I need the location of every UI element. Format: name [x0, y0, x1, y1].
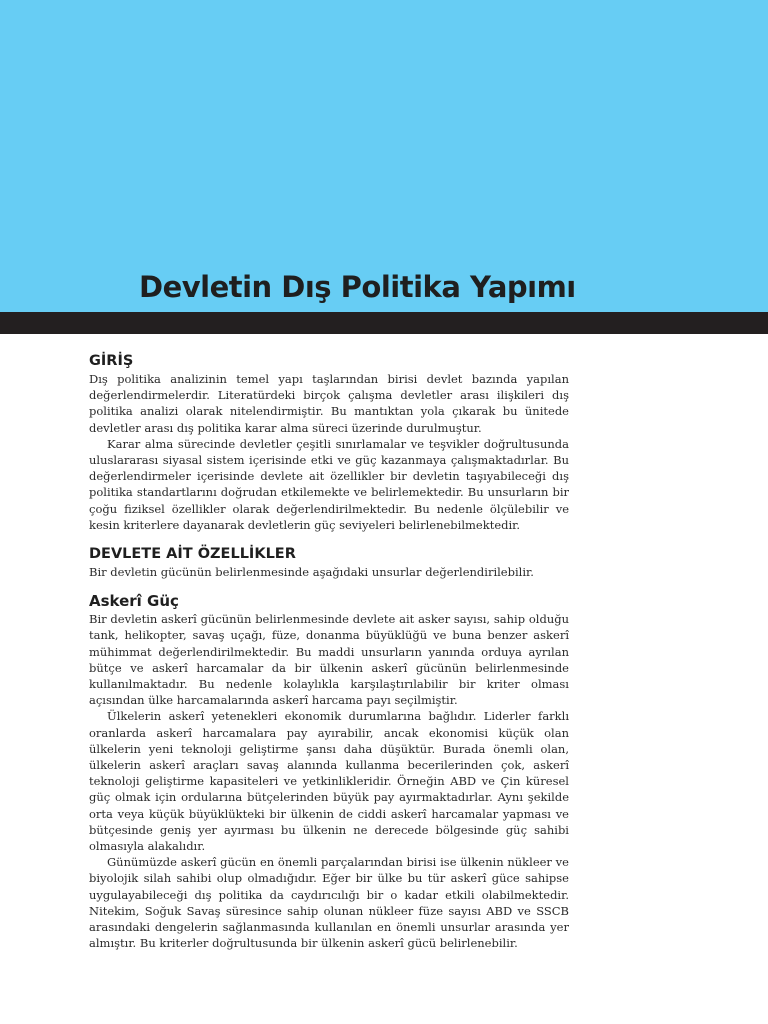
header-banner — [0, 0, 768, 312]
section-giris — [89, 352, 569, 533]
body-text — [89, 352, 569, 952]
section-heading: GİRİŞ — [89, 353, 134, 369]
paragraph: Ülkelerin askerî yetenekleri ekonomik durumlarına bağlıdır. Liderler farklı oranlarda askerî harcamalara pay ayırabilir, ancak ekonomisi küçük olan ülkelerin yeni teknoloji geliştirme şansı daha düşüktür. Burada önemli olan, ülkelerin askerî araçları savaş alanında kullanma becerilerinden çok, askerî teknoloji geliştirme kapasiteleri ve yetkinlikleridir. Örneğin ABD ve Çin küresel güç olmak için ordularına bütçelerinden büyük pay ayırmaktadırlar. Aynı şekilde orta veya küçük büyüklükteki bir ülkenin de ciddi askerî harcamalar yapması ve bütçesinde geniş yer ayırması bu ülkenin ne derecede bölgesinde güç sahibi olmasıyla alakalıdır. — [89, 709, 569, 854]
paragraph: Bir devletin askerî gücünün belirlenmesinde devlete ait asker sayısı, sahip olduğu tank, helikopter, savaş uçağı, füze, donanma büyüklüğü ve buna benzer askerî mühimmat değerlendirilmektedir. Bu maddi unsurların yanında orduya ayrılan bütçe ve askerî harcamalar da bir ülkenin askerî gücünün belirlenmesinde kullanılmaktadır. Bu nedenle kolaylıkla karşılaştırılabilir bir kriter olması açısından ülke harcamalarında askerî harcama payı seçilmiştir. — [89, 612, 569, 708]
paragraph: Bir devletin gücünün belirlenmesinde aşağıdaki unsurlar değerlendirilebilir. — [89, 565, 534, 580]
section-askeri-guc — [89, 592, 569, 951]
header-divider-bar — [0, 312, 768, 334]
paragraph: Günümüzde askerî gücün en önemli parçalarından birisi ise ülkenin nükleer ve biyolojik silah sahibi olup olmadığıdır. Eğer bir ülke bu tür askerî güce sahipse uygulayabileceği dış politika da caydırıcılığı bir o kadar etkili olabilmektedir. Nitekim, Soğuk Savaş süresince sahip olunan nükleer füze sayısı ABD ve SSCB arasındaki dengelerin sağlanmasında kullanılan en önemli unsurlar arasında yer almıştır. Bu kriterler doğrultusunda bir ülkenin askerî gücü belirlenebilir. — [89, 855, 569, 951]
paragraph: Dış politika analizinin temel yapı taşlarından birisi devlet bazında yapılan değerlendirmelerdir. Literatürdeki birçok çalışma devletler arası ilişkileri dış politika analizi olarak nitelendirmiştir. Bu mantıktan yola çıkarak bu ünitede devletler arası dış politika karar alma süreci üzerinde durulmuştur. — [89, 372, 569, 435]
subsection-heading: Askerî Güç — [89, 592, 179, 611]
section-heading: DEVLETE AİT ÖZELLİKLER — [89, 546, 296, 563]
paragraph: Karar alma sürecinde devletler çeşitli sınırlamalar ve teşvikler doğrultusunda uluslararası siyasal sistem içerisinde etki ve güç kazanmaya çalışmaktadırlar. Bu değerlendirmeler içerisinde devlete ait özellikler bir devletin taşıyabileceği dış politika standartlarını doğrudan etkilemekte ve belirlemektedir. Bu unsurların bir çoğu fiziksel özellikler olarak değerlendirilmektedir. Bu nedenle ölçülebilir ve kesin kriterlere dayanarak devletlerin güç seviyeleri belirlenebilmektedir. — [89, 436, 569, 532]
section-devlete-ait-ozellikler — [89, 545, 569, 580]
chapter-title: Devletin Dış Politika Yapımı — [139, 270, 576, 304]
